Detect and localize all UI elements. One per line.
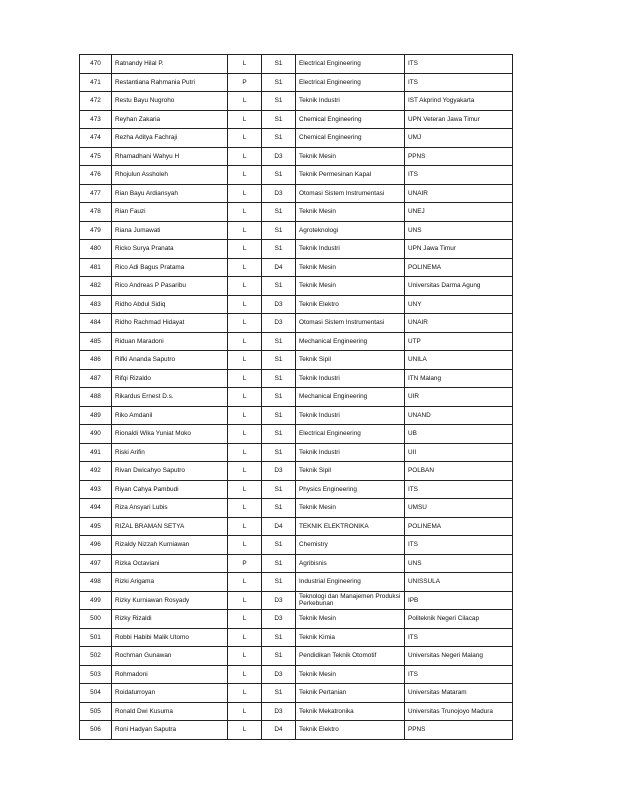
row-number: 489	[80, 406, 112, 425]
person-name: Rhamadhani Wahyu H	[112, 147, 228, 166]
study-program: Teknik Mesin	[296, 277, 405, 296]
gender-code: L	[228, 258, 262, 277]
table-row	[80, 721, 513, 740]
study-program: Teknik Industri	[296, 92, 405, 111]
person-name: Ronald Dwi Kusuma	[112, 702, 228, 721]
university-name: ITS	[405, 628, 513, 647]
university-name: UNISSULA	[405, 573, 513, 592]
gender-code: L	[228, 573, 262, 592]
person-name: Rivan Dwicahyo Saputro	[112, 462, 228, 481]
study-program: Teknik Mesin	[296, 203, 405, 222]
university-name: POLINEMA	[405, 258, 513, 277]
person-name: Rian Fauzi	[112, 203, 228, 222]
university-name: POLINEMA	[405, 517, 513, 536]
degree-level: D3	[262, 591, 296, 610]
gender-code: L	[228, 221, 262, 240]
row-number: 474	[80, 129, 112, 148]
row-number: 471	[80, 73, 112, 92]
row-number: 481	[80, 258, 112, 277]
table-row	[80, 554, 513, 573]
study-program: Agroteknologi	[296, 221, 405, 240]
study-program: Teknik Pertanian	[296, 684, 405, 703]
study-program: Chemical Engineering	[296, 129, 405, 148]
table-row	[80, 480, 513, 499]
university-name: ITS	[405, 73, 513, 92]
gender-code: L	[228, 499, 262, 518]
row-number: 484	[80, 314, 112, 333]
gender-code: L	[228, 425, 262, 444]
person-name: Ridho Rachmad Hidayat	[112, 314, 228, 333]
person-name: Rian Bayu Ardiansyah	[112, 184, 228, 203]
row-number: 492	[80, 462, 112, 481]
person-name: Roni Hadyan Saputra	[112, 721, 228, 740]
university-name: Universitas Trunojoyo Madura	[405, 702, 513, 721]
study-program: Teknik Sipil	[296, 351, 405, 370]
degree-level: D3	[262, 462, 296, 481]
person-name: Rizky Kurniawan Rosyady	[112, 591, 228, 610]
table-row	[80, 147, 513, 166]
table-row	[80, 203, 513, 222]
row-number: 494	[80, 499, 112, 518]
row-number: 487	[80, 369, 112, 388]
person-name: Rochman Gunawan	[112, 647, 228, 666]
study-program: Teknik Mesin	[296, 665, 405, 684]
row-number: 500	[80, 610, 112, 629]
degree-level: S1	[262, 554, 296, 573]
gender-code: L	[228, 610, 262, 629]
table-row	[80, 610, 513, 629]
gender-code: L	[228, 684, 262, 703]
gender-code: L	[228, 351, 262, 370]
degree-level: D4	[262, 258, 296, 277]
university-name: ITS	[405, 665, 513, 684]
study-program: Electrical Engineering	[296, 425, 405, 444]
study-program: Chemical Engineering	[296, 110, 405, 129]
table-row	[80, 536, 513, 555]
person-name: Rico Andreas P Pasaribu	[112, 277, 228, 296]
gender-code: L	[228, 628, 262, 647]
university-name: UNS	[405, 554, 513, 573]
university-name: UII	[405, 443, 513, 462]
person-name: Riski Arifin	[112, 443, 228, 462]
row-number: 506	[80, 721, 112, 740]
roster-body	[80, 55, 513, 740]
table-row	[80, 406, 513, 425]
degree-level: S1	[262, 573, 296, 592]
person-name: Rohmadoni	[112, 665, 228, 684]
gender-code: L	[228, 55, 262, 74]
row-number: 475	[80, 147, 112, 166]
person-name: Rezha Aditya Fachraji	[112, 129, 228, 148]
study-program: Electrical Engineering	[296, 55, 405, 74]
gender-code: L	[228, 295, 262, 314]
degree-level: D3	[262, 610, 296, 629]
gender-code: L	[228, 647, 262, 666]
university-name: UTP	[405, 332, 513, 351]
table-row	[80, 388, 513, 407]
row-number: 501	[80, 628, 112, 647]
person-name: Riana Jumawati	[112, 221, 228, 240]
gender-code: L	[228, 721, 262, 740]
gender-code: L	[228, 480, 262, 499]
gender-code: L	[228, 92, 262, 111]
person-name: Rizky Rizaldi	[112, 610, 228, 629]
table-row	[80, 647, 513, 666]
table-row	[80, 295, 513, 314]
row-number: 504	[80, 684, 112, 703]
row-number: 505	[80, 702, 112, 721]
person-name: Roidaturroyan	[112, 684, 228, 703]
table-row	[80, 443, 513, 462]
gender-code: L	[228, 184, 262, 203]
table-row	[80, 351, 513, 370]
university-name: ITS	[405, 480, 513, 499]
study-program: Teknik Permesinan Kapal	[296, 166, 405, 185]
person-name: Rifki Ananda Saputro	[112, 351, 228, 370]
degree-level: S1	[262, 240, 296, 259]
degree-level: S1	[262, 425, 296, 444]
table-row	[80, 425, 513, 444]
degree-level: S1	[262, 388, 296, 407]
table-row	[80, 369, 513, 388]
university-name: PPNS	[405, 721, 513, 740]
study-program: Otomasi Sistem Instrumentasi	[296, 184, 405, 203]
university-name: UNS	[405, 221, 513, 240]
degree-level: D3	[262, 295, 296, 314]
row-number: 485	[80, 332, 112, 351]
person-name: Rizki Arigama	[112, 573, 228, 592]
gender-code: L	[228, 166, 262, 185]
gender-code: L	[228, 702, 262, 721]
gender-code: L	[228, 314, 262, 333]
degree-level: D3	[262, 314, 296, 333]
degree-level: S1	[262, 351, 296, 370]
table-row	[80, 221, 513, 240]
study-program: Teknologi dan Manajemen Produksi Perkebunan	[296, 591, 405, 610]
person-name: Rhojulun Assholeh	[112, 166, 228, 185]
study-program: Teknik Elektro	[296, 721, 405, 740]
university-name: ITN Malang	[405, 369, 513, 388]
table-row	[80, 462, 513, 481]
study-program: Otomasi Sistem Instrumentasi	[296, 314, 405, 333]
university-name: IPB	[405, 591, 513, 610]
row-number: 483	[80, 295, 112, 314]
degree-level: D4	[262, 517, 296, 536]
degree-level: S1	[262, 92, 296, 111]
table-row	[80, 184, 513, 203]
university-name: UB	[405, 425, 513, 444]
table-row	[80, 55, 513, 74]
university-name: UPN Veteran Jawa Timur	[405, 110, 513, 129]
degree-level: S1	[262, 369, 296, 388]
row-number: 480	[80, 240, 112, 259]
university-name: UNILA	[405, 351, 513, 370]
table-row	[80, 499, 513, 518]
gender-code: L	[228, 240, 262, 259]
study-program: Teknik Kimia	[296, 628, 405, 647]
study-program: TEKNIK ELEKTRONIKA	[296, 517, 405, 536]
degree-level: S1	[262, 129, 296, 148]
row-number: 496	[80, 536, 112, 555]
row-number: 490	[80, 425, 112, 444]
degree-level: S1	[262, 536, 296, 555]
row-number: 478	[80, 203, 112, 222]
row-number: 476	[80, 166, 112, 185]
person-name: Robbi Habibi Malik Utomo	[112, 628, 228, 647]
table-row	[80, 277, 513, 296]
degree-level: S1	[262, 406, 296, 425]
degree-level: D3	[262, 665, 296, 684]
gender-code: L	[228, 462, 262, 481]
study-program: Teknik Industri	[296, 369, 405, 388]
gender-code: L	[228, 129, 262, 148]
degree-level: S1	[262, 647, 296, 666]
university-name: IST Akprind Yogyakarta	[405, 92, 513, 111]
row-number: 470	[80, 55, 112, 74]
gender-code: L	[228, 536, 262, 555]
person-name: Rizaldy Nizzah Kurniawan	[112, 536, 228, 555]
person-name: Riko Amdanil	[112, 406, 228, 425]
row-number: 498	[80, 573, 112, 592]
person-name: Ratnandy Hilal P.	[112, 55, 228, 74]
degree-level: S1	[262, 332, 296, 351]
degree-level: S1	[262, 221, 296, 240]
degree-level: S1	[262, 499, 296, 518]
study-program: Chemistry	[296, 536, 405, 555]
person-name: Rionaldi Wika Yuniat Moko	[112, 425, 228, 444]
person-name: Ridho Abdul Sidiq	[112, 295, 228, 314]
gender-code: L	[228, 110, 262, 129]
university-name: Universitas Darma Agung	[405, 277, 513, 296]
gender-code: L	[228, 277, 262, 296]
university-name: ITS	[405, 536, 513, 555]
study-program: Teknik Mesin	[296, 258, 405, 277]
table-row	[80, 129, 513, 148]
university-name: UNY	[405, 295, 513, 314]
person-name: Restantiana Rahmania Putri	[112, 73, 228, 92]
degree-level: D3	[262, 184, 296, 203]
degree-level: S1	[262, 684, 296, 703]
gender-code: L	[228, 517, 262, 536]
university-name: ITS	[405, 55, 513, 74]
row-number: 502	[80, 647, 112, 666]
roster-table	[79, 54, 513, 740]
person-name: Riza Ansyari Lubis	[112, 499, 228, 518]
person-name: Riyan Cahya Pambudi	[112, 480, 228, 499]
gender-code: P	[228, 73, 262, 92]
table-row	[80, 684, 513, 703]
degree-level: S1	[262, 480, 296, 499]
gender-code: P	[228, 554, 262, 573]
degree-level: S1	[262, 203, 296, 222]
table-row	[80, 702, 513, 721]
table-row	[80, 240, 513, 259]
person-name: Rizka Octaviani	[112, 554, 228, 573]
university-name: ITS	[405, 166, 513, 185]
degree-level: D3	[262, 702, 296, 721]
table-row	[80, 73, 513, 92]
degree-level: S1	[262, 73, 296, 92]
study-program: Teknik Sipil	[296, 462, 405, 481]
gender-code: L	[228, 388, 262, 407]
person-name: RIZAL BRAMAN SETYA	[112, 517, 228, 536]
table-row	[80, 110, 513, 129]
university-name: Universitas Negeri Malang	[405, 647, 513, 666]
university-name: UNAIR	[405, 314, 513, 333]
person-name: Restu Bayu Nugroho	[112, 92, 228, 111]
degree-level: S1	[262, 628, 296, 647]
row-number: 473	[80, 110, 112, 129]
person-name: Rikardus Ernest D.s.	[112, 388, 228, 407]
study-program: Teknik Mesin	[296, 610, 405, 629]
table-row	[80, 258, 513, 277]
degree-level: S1	[262, 110, 296, 129]
row-number: 479	[80, 221, 112, 240]
study-program: Teknik Elektro	[296, 295, 405, 314]
person-name: Riduan Maradoni	[112, 332, 228, 351]
row-number: 495	[80, 517, 112, 536]
university-name: UNAND	[405, 406, 513, 425]
university-name: UNAIR	[405, 184, 513, 203]
degree-level: D4	[262, 721, 296, 740]
study-program: Teknik Industri	[296, 240, 405, 259]
study-program: Teknik Mesin	[296, 499, 405, 518]
gender-code: L	[228, 591, 262, 610]
degree-level: S1	[262, 55, 296, 74]
table-row	[80, 92, 513, 111]
gender-code: L	[228, 443, 262, 462]
university-name: UIR	[405, 388, 513, 407]
university-name: UNEJ	[405, 203, 513, 222]
study-program: Mechanical Engineering	[296, 332, 405, 351]
row-number: 482	[80, 277, 112, 296]
study-program: Teknik Mesin	[296, 147, 405, 166]
row-number: 493	[80, 480, 112, 499]
person-name: Reyhan Zakaria	[112, 110, 228, 129]
table-row	[80, 517, 513, 536]
table-row	[80, 665, 513, 684]
university-name: UMSU	[405, 499, 513, 518]
degree-level: S1	[262, 166, 296, 185]
table-row	[80, 628, 513, 647]
table-row	[80, 332, 513, 351]
row-number: 503	[80, 665, 112, 684]
table-row	[80, 591, 513, 610]
table-row	[80, 314, 513, 333]
study-program: Mechanical Engineering	[296, 388, 405, 407]
person-name: Rifqi Rizaldo	[112, 369, 228, 388]
study-program: Teknik Mekatronika	[296, 702, 405, 721]
gender-code: L	[228, 369, 262, 388]
university-name: Politeknik Negeri Cilacap	[405, 610, 513, 629]
degree-level: S1	[262, 277, 296, 296]
study-program: Industrial Engineering	[296, 573, 405, 592]
gender-code: L	[228, 665, 262, 684]
row-number: 477	[80, 184, 112, 203]
university-name: UPN Jawa Timur	[405, 240, 513, 259]
gender-code: L	[228, 147, 262, 166]
university-name: POLBAN	[405, 462, 513, 481]
row-number: 497	[80, 554, 112, 573]
person-name: Rico Adi Bagus Pratama	[112, 258, 228, 277]
row-number: 488	[80, 388, 112, 407]
row-number: 499	[80, 591, 112, 610]
row-number: 472	[80, 92, 112, 111]
university-name: PPNS	[405, 147, 513, 166]
university-name: UMJ	[405, 129, 513, 148]
row-number: 486	[80, 351, 112, 370]
study-program: Electrical Engineering	[296, 73, 405, 92]
degree-level: D3	[262, 147, 296, 166]
gender-code: L	[228, 332, 262, 351]
study-program: Teknik Industri	[296, 443, 405, 462]
gender-code: L	[228, 203, 262, 222]
table-row	[80, 573, 513, 592]
person-name: Ricko Surya Pranata	[112, 240, 228, 259]
university-name: Universitas Mataram	[405, 684, 513, 703]
study-program: Teknik Industri	[296, 406, 405, 425]
study-program: Pendidikan Teknik Otomotif	[296, 647, 405, 666]
study-program: Physics Engineering	[296, 480, 405, 499]
degree-level: S1	[262, 443, 296, 462]
study-program: Agribisnis	[296, 554, 405, 573]
gender-code: L	[228, 406, 262, 425]
table-row	[80, 166, 513, 185]
row-number: 491	[80, 443, 112, 462]
